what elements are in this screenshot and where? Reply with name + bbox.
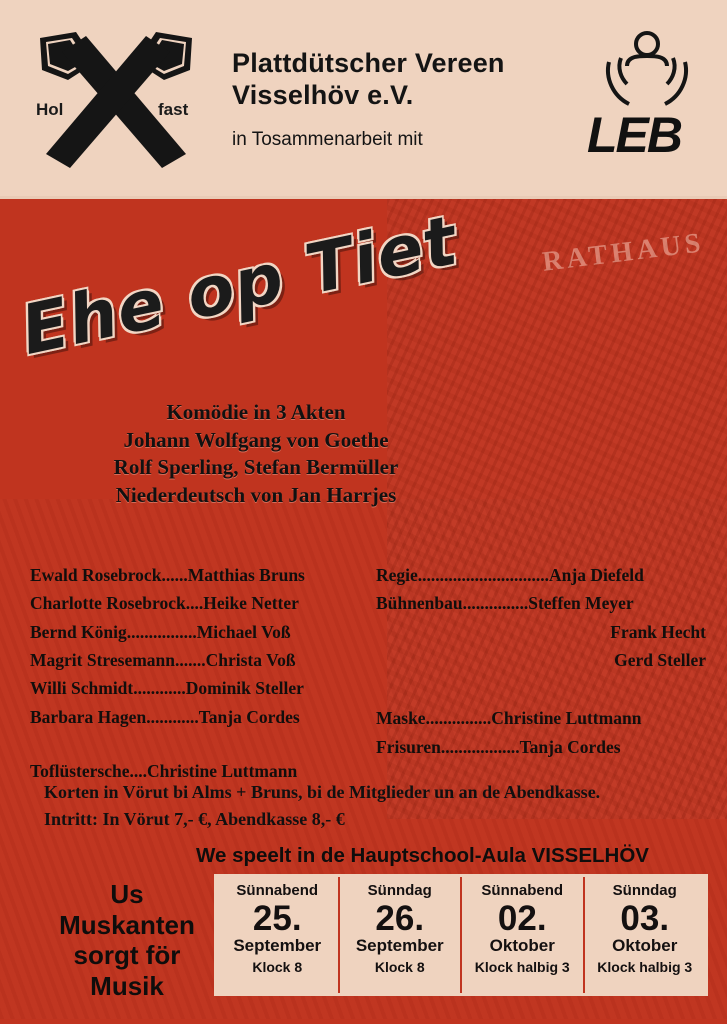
date-time: Klock halbig 3 xyxy=(597,959,693,975)
crew-row xyxy=(376,646,706,674)
club-title-block xyxy=(232,48,592,151)
cast-dots: ............ xyxy=(146,706,199,727)
cooperation-text: in Tosammenarbeit mit xyxy=(232,128,423,150)
crew-name: Steffen Meyer xyxy=(528,593,634,614)
date-weekday: Sünndag xyxy=(612,882,677,899)
ticket-notes xyxy=(44,779,704,833)
cast-role: Bernd König xyxy=(30,621,127,642)
crew-row xyxy=(376,733,706,761)
crew-row xyxy=(376,704,706,732)
cast-actor: Christa Voß xyxy=(205,650,296,671)
logo-word-hol: Hol xyxy=(36,100,64,119)
date-month: Oktober xyxy=(489,936,555,955)
date-day: 03. xyxy=(620,899,670,938)
date-month: Oktober xyxy=(612,936,678,955)
crew-name: Christine Luttmann xyxy=(491,708,642,729)
cast-row xyxy=(30,646,360,674)
date-month: September xyxy=(355,936,444,955)
cast-role: Magrit Stresemann xyxy=(30,650,175,671)
prompter-role: Toflüstersche xyxy=(30,761,130,782)
music-line1: Us xyxy=(110,879,144,909)
cast-row xyxy=(30,561,360,589)
play-adapters: Rolf Sperling, Stefan Bermüller xyxy=(113,455,399,480)
crew-dots: ............... xyxy=(425,708,492,729)
cast-row xyxy=(30,703,360,731)
club-name-line2: Visselhöv e.V. xyxy=(232,79,414,110)
performance-dates xyxy=(214,874,708,996)
poster-header xyxy=(0,0,727,196)
date-time: Klock 8 xyxy=(374,959,425,975)
crew-role: Bühnenbau xyxy=(376,593,463,614)
date-cell xyxy=(338,877,461,993)
crossed-axes-icon xyxy=(18,18,214,168)
cast-list xyxy=(30,561,360,785)
music-line2: Muskanten xyxy=(59,909,195,940)
date-day: 25. xyxy=(252,899,302,938)
ticket-info: Korten in Vörut bi Alms + Bruns, bi de Mitglieder un an de Abendkasse. xyxy=(44,782,601,802)
date-day: 02. xyxy=(497,899,547,938)
date-cell xyxy=(583,877,706,993)
crew-name: Anja Diefeld xyxy=(549,565,644,585)
date-weekday: Sünndag xyxy=(367,882,432,899)
crew-spacer xyxy=(376,674,706,704)
crew-row xyxy=(376,589,706,617)
logo-word-fast: fast xyxy=(158,100,189,119)
play-title-text: Ehe op Tiet xyxy=(14,201,465,371)
cast-row xyxy=(30,674,360,702)
cast-actor: Tanja Cordes xyxy=(198,706,300,727)
play-genre: Komödie in 3 Akten xyxy=(166,400,346,424)
cast-row xyxy=(30,618,360,646)
crew-name: Frank Hecht xyxy=(610,621,706,642)
music-line3: sorgt för xyxy=(73,940,181,971)
cast-role: Willi Schmidt xyxy=(30,678,134,699)
play-translation: Niederdeutsch von Jan Harrjes xyxy=(115,483,397,508)
crew-row xyxy=(376,618,706,646)
date-weekday: Sünnabend xyxy=(481,882,564,899)
cast-role: Barbara Hagen xyxy=(30,706,147,727)
music-note xyxy=(52,879,202,1002)
date-weekday: Sünnabend xyxy=(236,882,319,899)
prompter-name: Christine Luttmann xyxy=(147,761,298,782)
crew-name: Tanja Cordes xyxy=(519,736,621,757)
music-line4: Musik xyxy=(90,971,164,1002)
club-logo xyxy=(18,18,214,168)
leb-wordmark: LEB xyxy=(587,107,681,163)
leb-logo xyxy=(581,22,713,164)
cast-dots: ............ xyxy=(133,678,186,699)
cast-row xyxy=(30,589,360,617)
date-cell xyxy=(217,877,338,993)
crew-name: Gerd Steller xyxy=(614,650,706,671)
cast-dots: ...... xyxy=(161,565,188,585)
venue-info: We speelt in de Hauptschool-Aula VISSELHÖV xyxy=(196,844,649,867)
cast-actor: Matthias Bruns xyxy=(187,565,305,585)
play-credits xyxy=(66,399,446,510)
crew-dots: ............... xyxy=(462,593,529,614)
crew-list xyxy=(376,561,706,761)
cast-actor: Michael Voß xyxy=(196,621,291,642)
crew-role: Maske xyxy=(376,708,426,729)
crew-dots: .................. xyxy=(440,736,520,757)
cast-role: Charlotte Rosebrock xyxy=(30,593,186,614)
crew-role: Regie xyxy=(376,565,418,585)
crew-row xyxy=(376,561,706,589)
cast-dots: ....... xyxy=(175,650,206,671)
cast-dots: ................ xyxy=(126,621,197,642)
prompter-dots: .... xyxy=(129,761,147,782)
club-name-line1: Plattdütscher Vereen xyxy=(232,48,505,78)
cast-actor: Dominik Steller xyxy=(185,678,304,699)
date-time: Klock halbig 3 xyxy=(474,959,570,975)
date-month: September xyxy=(233,936,322,955)
date-time: Klock 8 xyxy=(252,959,303,975)
cast-dots: .... xyxy=(185,593,204,614)
date-cell xyxy=(460,877,583,993)
play-author: Johann Wolfgang von Goethe xyxy=(123,427,389,452)
crew-dots: .............................. xyxy=(417,565,550,585)
ticket-price: Intritt: In Vörut 7,- €, Abendkasse 8,- € xyxy=(44,809,345,829)
cast-actor: Heike Netter xyxy=(203,593,299,614)
poster-body xyxy=(0,199,727,1024)
background-sign-text: RATHAUS xyxy=(540,227,707,278)
crew-role: Frisuren xyxy=(376,736,441,757)
date-day: 26. xyxy=(375,899,425,938)
cast-role: Ewald Rosebrock xyxy=(30,565,162,585)
